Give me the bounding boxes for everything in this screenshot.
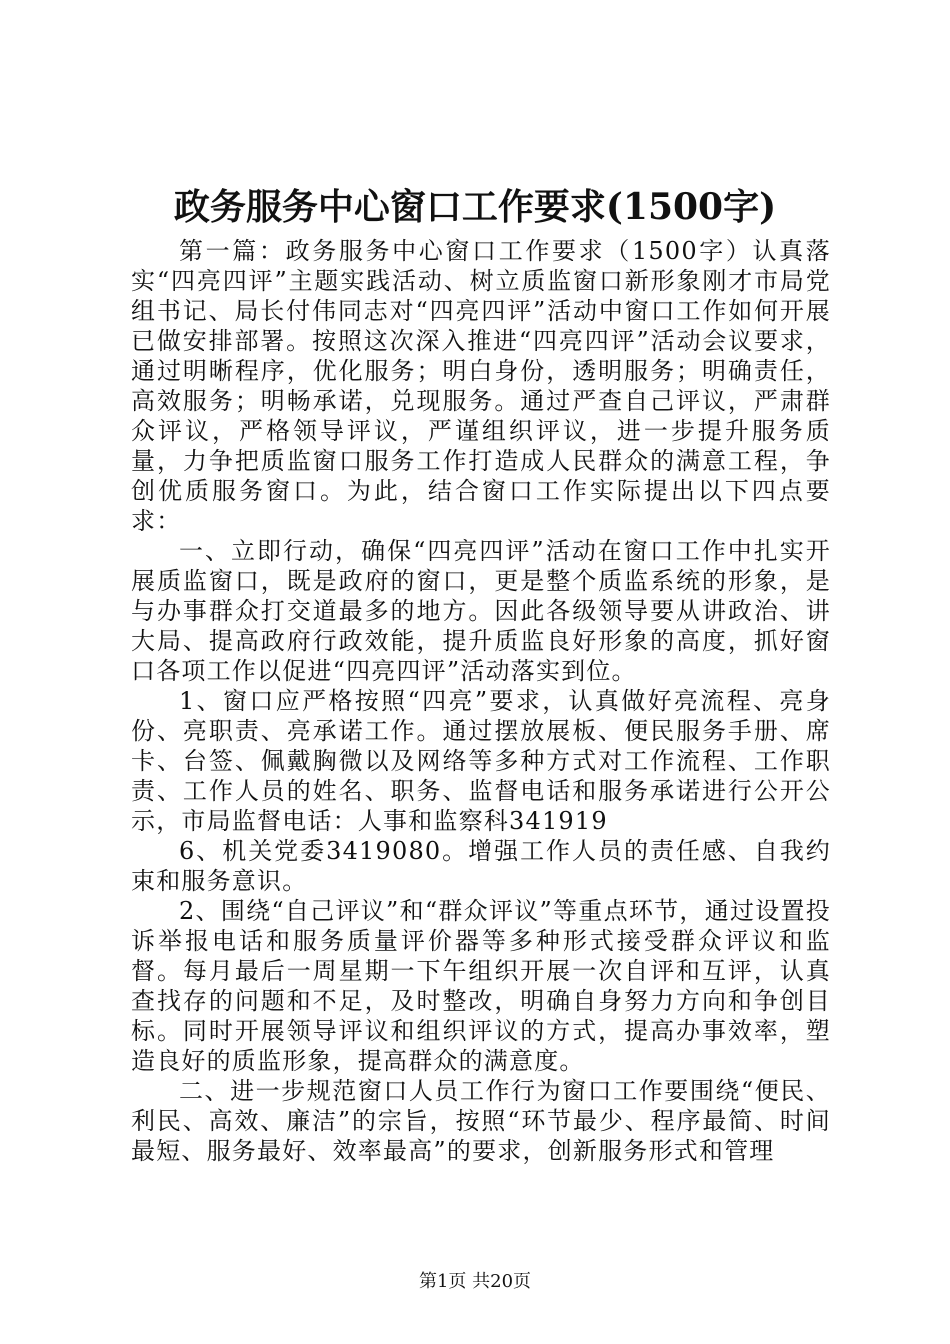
paragraph: 一、立即行动，确保“四亮四评”活动在窗口工作中扎实开展质监窗口，既是政府的窗口，更是整个质监系统的形象，是与办事群众打交道最多的地方。因此各级领导要从讲政治、讲大局、提高政府行政效能，提升质监良好形象的高度，抓好窗口各项工作以促进“四亮四评”活动落实到位。 (131, 537, 831, 685)
paragraph: 2、围绕“自己评议”和“群众评议”等重点环节，通过设置投诉举报电话和服务质量评价器等多种形式接受群众评议和监督。每月最后一周星期一下午组织开展一次自评和互评，认真查找存的问题和不足，及时整改，明确自身努力方向和争创目标。同时开展领导评议和组织评议的方式，提高办事效率，塑造良好的质监形象，提高群众的满意度。 (131, 897, 831, 1075)
paragraph: 第一篇：政务服务中心窗口工作要求（1500字）认真落实“四亮四评”主题实践活动、树立质监窗口新形象刚才市局党组书记、局长付伟同志对“四亮四评”活动中窗口工作如何开展已做安排部署。按照这次深入推进“四亮四评”活动会议要求，通过明晰程序，优化服务；明白身份，透明服务；明确责任，高效服务；明畅承诺，兑现服务。通过严查自己评议，严肃群众评议，严格领导评议，严谨组织评议，进一步提升服务质量，力争把质监窗口服务工作打造成人民群众的满意工程，争创优质服务窗口。为此，结合窗口工作实际提出以下四点要求： (131, 237, 831, 535)
paragraph: 1、窗口应严格按照“四亮”要求，认真做好亮流程、亮身份、亮职责、亮承诺工作。通过摆放展板、便民服务手册、席卡、台签、佩戴胸微以及网络等多种方式对工作流程、工作职责、工作人员的姓名、职务、监督电话和服务承诺进行公开公示，市局监督电话：人事和监察科341919 (131, 687, 831, 835)
paragraph: 6、机关党委3419080。增强工作人员的责任感、自我约束和服务意识。 (131, 837, 831, 895)
document-title: 政务服务中心窗口工作要求(1500字) (173, 186, 777, 228)
page-footer: 第1页 共20页 (418, 1271, 532, 1292)
document-body (131, 236, 831, 1166)
paragraph: 二、进一步规范窗口人员工作行为窗口工作要围绕“便民、利民、高效、廉洁”的宗旨，按照“环节最少、程序最简、时间最短、服务最好、效率最高”的要求，创新服务形式和管理 (131, 1077, 831, 1165)
